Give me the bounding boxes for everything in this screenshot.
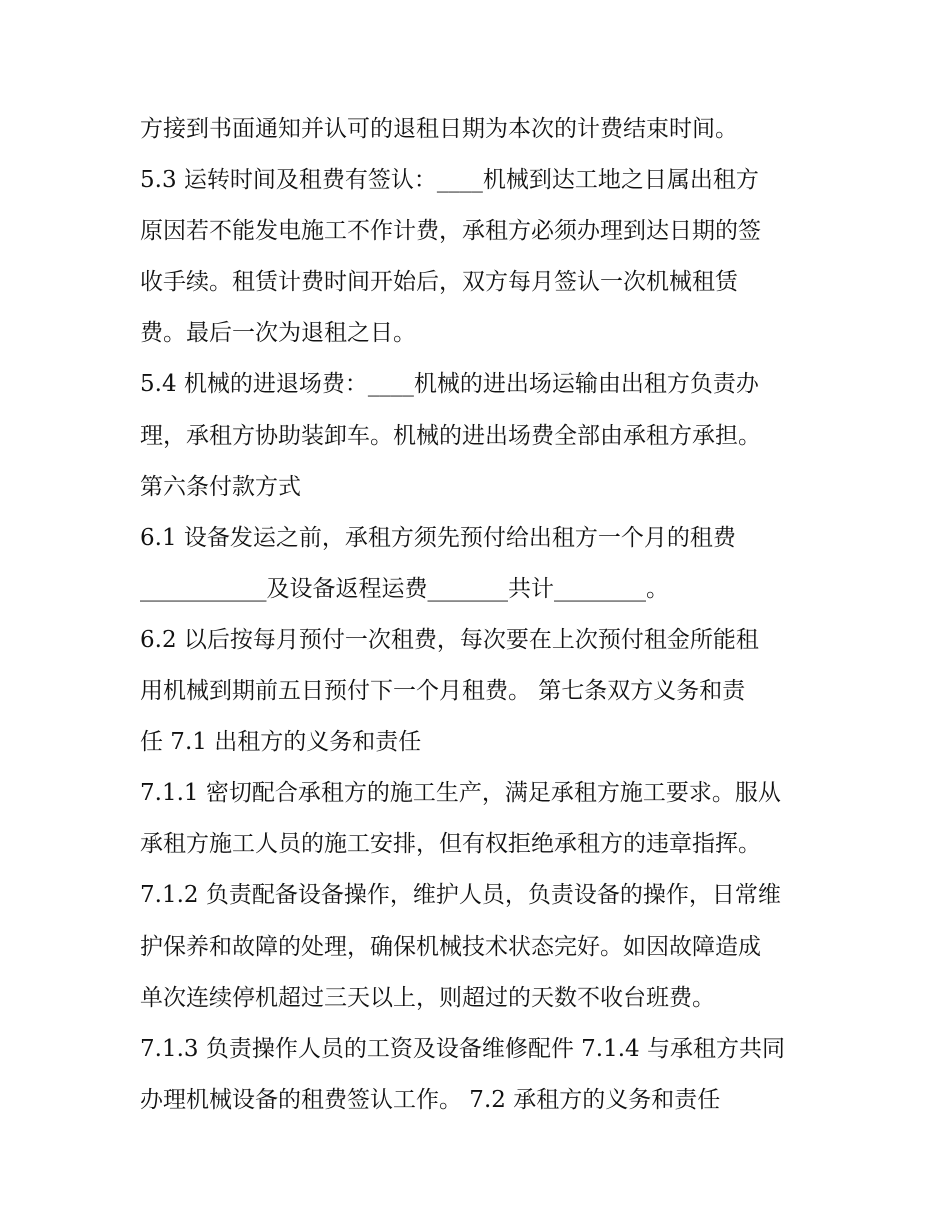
text-line: 用机械到期前五日预付下一个月租费。 第七条双方义务和责 [140, 678, 746, 705]
text-line: 办理机械设备的租费签认工作。 7.2 承租方的义务和责任 [140, 1086, 721, 1113]
text-line: 任 7.1 出租方的义务和责任 [140, 729, 422, 756]
text-line: 6.2 以后按每月预付一次租费，每次要在上次预付租金所能租 [140, 626, 759, 653]
text-line: 5.3 运转时间及租费有签认：____机械到达工地之日属出租方 [140, 167, 759, 194]
text-line: 护保养和故障的处理，确保机械技术状态完好。如因故障造成 [140, 933, 761, 960]
text-line: 7.1.2 负责配备设备操作，维护人员，负责设备的操作，日常维 [140, 882, 781, 909]
text-line: 理，承租方协助装卸车。机械的进出场费全部由承租方承担。 [140, 422, 761, 449]
text-line: 承租方施工人员的施工安排，但有权拒绝承租方的违章指挥。 [140, 831, 761, 858]
text-line: 费。最后一次为退租之日。 [140, 320, 416, 347]
text-line: 方接到书面通知并认可的退租日期为本次的计费结束时间。 [140, 116, 738, 142]
text-line: 7.1.3 负责操作人员的工资及设备维修配件 7.1.4 与承租方共同 [140, 1035, 785, 1062]
text-line: 单次连续停机超过三天以上，则超过的天数不收台班费。 [140, 984, 715, 1011]
section-heading: 第六条付款方式 [140, 473, 301, 500]
text-line: 7.1.1 密切配合承租方的施工生产，满足承租方施工要求。服从 [140, 780, 781, 807]
text-line: 原因若不能发电施工不作计费，承租方必须办理到达日期的签 [140, 218, 761, 245]
text-line: 收手续。租赁计费时间开始后，双方每月签认一次机械租赁 [140, 269, 738, 296]
text-line: 5.4 机械的进退场费：____机械的进出场运输由出租方负责办 [140, 371, 759, 398]
text-line: 6.1 设备发运之前，承租方须先预付给出租方一个月的租费 [140, 524, 736, 551]
document-body [140, 104, 830, 1126]
text-line: ___________及设备返程运费_______共计________。 [140, 575, 669, 602]
